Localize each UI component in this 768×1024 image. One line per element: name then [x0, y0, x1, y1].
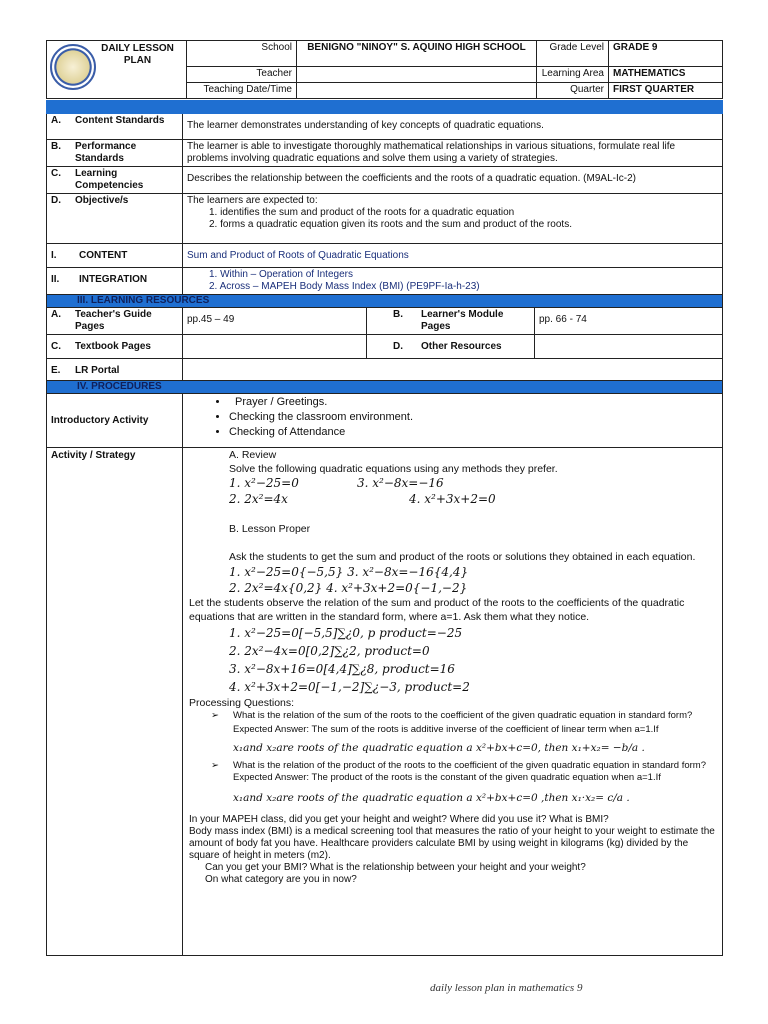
intro-activity-label: Introductory Activity: [47, 394, 183, 448]
integration-item: 1. Within – Operation of Integers: [209, 269, 353, 280]
learners-module-label: B. Learner's Module Pages: [367, 308, 535, 335]
answer-1-formula: x₁and x₂are roots of the quadratic equation a x²+bx+c=0, then x₁+x₂= −b/a .: [233, 742, 645, 754]
objective-item: 2. forms a quadratic equation given its roots and the sum and product of the roots.: [209, 219, 572, 230]
content-standards-label: A. Content Standards: [47, 114, 183, 140]
objectives-cell: [183, 194, 723, 244]
objectives-label: D. Objective/s: [47, 194, 183, 244]
date-label: Teaching Date/Time: [187, 83, 297, 99]
ask-instruction: Ask the students to get the sum and product of the roots or solutions they obtained in each equation.: [229, 551, 696, 563]
arrow-bullet-icon: ➢: [211, 710, 219, 721]
solution-row-2: 2. 2x²=4x{0,2} 4. x²+3x+2=0{−1,−2}: [229, 581, 468, 595]
review-row-1: [189, 476, 716, 492]
dlp-title: DAILY LESSON PLAN: [47, 41, 187, 99]
teachers-guide-value: pp.45 – 49: [183, 308, 367, 335]
review-eq-1: 1. x²−25=0: [229, 476, 299, 490]
teacher-value: [297, 67, 537, 83]
lesson-proper-heading: B. Lesson Proper: [229, 523, 311, 535]
arrow-bullet-icon: ➢: [211, 760, 219, 771]
resources-bar: III. LEARNING RESOURCES: [47, 295, 723, 308]
school-label: School: [187, 41, 297, 67]
bmi-definition: Body mass index (BMI) is a medical screening tool that measures the ratio of your height to your weight to estimate the amount of body fat you have. Healthcare providers calculate BMI by using weight in kilograms (kg) divided by the square of height in meters (m2).: [189, 826, 715, 861]
competencies-label: C. Learning Competencies: [47, 167, 183, 194]
observation-2: 2. 2x²−4x=0[0,2]∑¿2, product=0: [229, 644, 430, 658]
review-eq-4: 4. x²+3x+2=0: [409, 492, 496, 506]
answer-2: Expected Answer: The product of the roots is the constant of the given quadratic equation when a=1.If: [233, 772, 661, 783]
area-value: MATHEMATICS: [609, 67, 723, 83]
objective-item: 1. identifies the sum and product of the roots for a quadratic equation: [209, 207, 515, 218]
grade-label: Grade Level: [537, 41, 609, 67]
content-label: I. CONTENT: [47, 244, 183, 268]
other-resources-label: D. Other Resources: [367, 335, 535, 359]
blue-separator: [47, 101, 723, 114]
lesson-table: [46, 100, 722, 956]
textbook-value: [183, 335, 367, 359]
school-name: BENIGNO "NINOY" S. AQUINO HIGH SCHOOL: [297, 41, 537, 67]
question-1: ➢ What is the relation of the sum of the roots to the coefficient of the given quadratic equation in standard form?: [211, 710, 693, 721]
grade-value: GRADE 9: [609, 41, 723, 67]
integration-item: 2. Across – MAPEH Body Mass Index (BMI) (PE9PF-Ia-h-23): [209, 281, 480, 292]
objectives-intro: The learners are expected to:: [187, 195, 318, 206]
activity-strategy-label: Activity / Strategy: [47, 448, 183, 956]
integration-label: II. INTEGRATION: [47, 268, 183, 295]
review-row-2: [189, 492, 716, 508]
solution-row-1: 1. x²−25=0{−5,5} 3. x²−8x=−16{4,4}: [229, 565, 469, 579]
bmi-question-1: Can you get your BMI? What is the relationship between your height and your weight?: [205, 862, 586, 873]
page-footer: daily lesson plan in mathematics 9: [430, 982, 583, 994]
processing-title: Processing Questions:: [189, 697, 295, 709]
intro-item: • Checking of Attendance: [229, 425, 718, 440]
lr-portal-value: [183, 359, 723, 381]
answer-2-formula: x₁and x₂are roots of the quadratic equation a x²+bx+c=0 ,then x₁·x₂= c/a .: [233, 792, 630, 804]
bmi-question-2: On what category are you in now?: [205, 874, 357, 885]
learners-module-value: pp. 66 - 74: [535, 308, 723, 335]
performance-standards-text: The learner is able to investigate thoroughly mathematical relationships in various situations, formulate real life problems involving quadratic equations and solve them using a variety of strategies.: [183, 140, 723, 167]
content-text: Sum and Product of Roots of Quadratic Equations: [183, 244, 723, 268]
review-eq-3: 3. x²−8x=−16: [357, 476, 444, 490]
review-instruction: Solve the following quadratic equations using any methods they prefer.: [229, 463, 558, 475]
competencies-text: Describes the relationship between the coefficients and the roots of a quadratic equation. (M9AL-Ic-2): [183, 167, 723, 194]
observation-3: 3. x²−8x+16=0[4,4]∑¿8, product=16: [229, 662, 455, 676]
quarter-value: FIRST QUARTER: [609, 83, 723, 99]
procedures-bar: IV. PROCEDURES: [47, 381, 723, 394]
mapeh-question: In your MAPEH class, did you get your height and weight? Where did you use it? What is BMI?: [189, 814, 609, 825]
answer-1: Expected Answer: The sum of the roots is additive inverse of the coefficient of linear term when a=1.If: [233, 724, 659, 735]
intro-activity-cell: [183, 394, 723, 448]
lr-portal-label: E. LR Portal: [47, 359, 183, 381]
activity-cell: [183, 448, 723, 956]
intro-item: • Checking the classroom environment.: [229, 410, 718, 425]
review-eq-2: 2. 2x²=4x: [229, 492, 288, 506]
question-2: ➢ What is the relation of the product of the roots to the coefficient of the given quadratic equation in standard form?: [211, 760, 707, 771]
area-label: Learning Area: [537, 67, 609, 83]
header-table: [46, 40, 722, 99]
observation-1: 1. x²−25=0[−5,5]∑¿0, p product=−25: [229, 626, 463, 640]
textbook-label: C. Textbook Pages: [47, 335, 183, 359]
date-value: [297, 83, 537, 99]
other-resources-value: [535, 335, 723, 359]
teacher-label: Teacher: [187, 67, 297, 83]
performance-standards-label: B. Performance Standards: [47, 140, 183, 167]
review-heading: A. Review: [229, 449, 277, 461]
content-standards-text: The learner demonstrates understanding of key concepts of quadratic equations.: [183, 114, 723, 140]
observe-instruction: Let the students observe the relation of the sum and product of the roots to the coefficients of the quadratic equations that are written in the standard form, where a=1. Ask them what they notice.: [189, 597, 685, 623]
integration-cell: [183, 268, 723, 295]
intro-item: • Prayer / Greetings.: [229, 395, 718, 410]
teachers-guide-label: A. Teacher's Guide Pages: [47, 308, 183, 335]
quarter-label: Quarter: [537, 83, 609, 99]
observation-4: 4. x²+3x+2=0[−1,−2]∑¿−3, product=2: [229, 680, 470, 694]
